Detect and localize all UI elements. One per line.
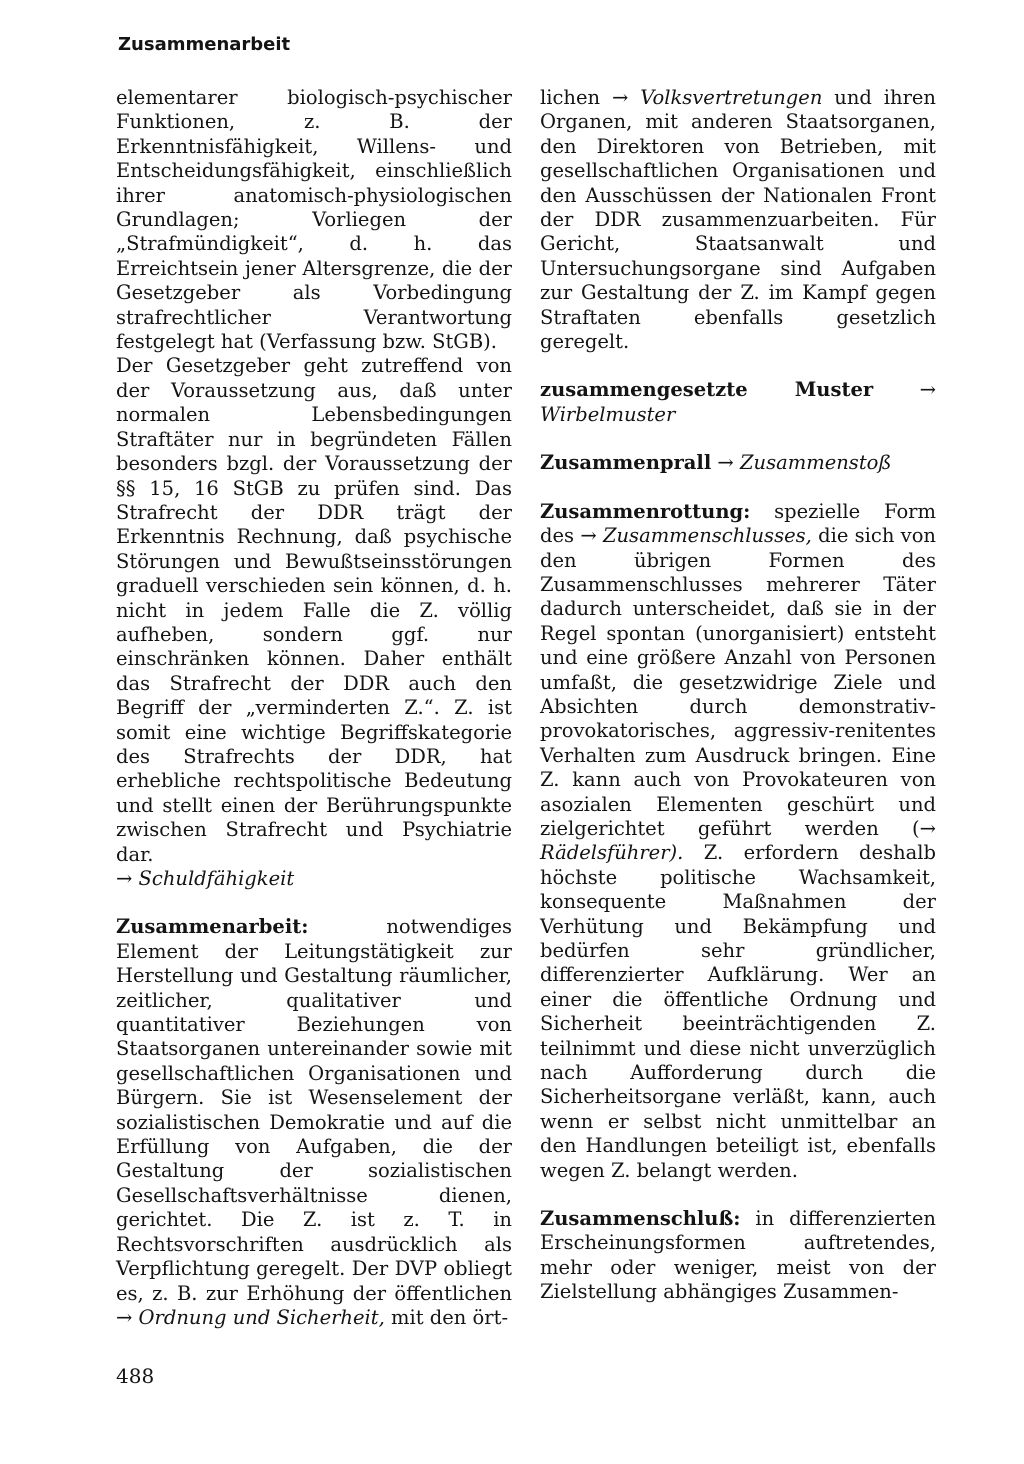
entry-text: notwendiges Element der Leitungstätigkeit zur Herstellung und Gestaltung räumlicher, zeitlicher, qualitativer und quantitativer Beziehungen von Staatsorganen untereinander sowie mit gesellschaftlichen Organisationen und Bürgern. Sie ist Wesenselement der sozialistischen Demokratie und auf die Erfüllung von Aufgaben, die der Gestaltung der sozialistischen Gesellschaftsverhältnisse dienen, gerichtet. Die Z. ist z. T. in Rechtsvorschriften ausdrücklich als Verpflichtung geregelt. Der DVP obliegt es, z. B. zur Erhöhung der öffentlichen →: [116, 915, 512, 1329]
entry-zusammenarbeit: [116, 915, 512, 1330]
entry-term: Zusammenschluß:: [540, 1207, 741, 1231]
cross-reference-arrow: →: [711, 451, 740, 475]
entry-term: Zusammenrottung:: [540, 499, 751, 523]
page-number: 488: [116, 1364, 155, 1388]
cross-reference-schuldfaehigkeit: Schuldfähigkeit: [138, 867, 295, 890]
entry-text: in differenzierten Erscheinungsformen auftretendes, mehr oder weniger, meist von der Zielstellung abhängiges Zusammen-: [540, 1207, 936, 1304]
paragraph-gesetzgeber-text: Der Gesetzgeber geht zutreffend von der Voraussetzung aus, daß unter normalen Lebensbedingungen Straftäter nur in begründeten Fällen besonders bzgl. der Voraussetzung der §§ 15, 16 StGB zu prüfen sind. Das Strafrecht der DDR trägt der Erkenntnis Rechnung, daß psychische Störungen und Bewußtseinsstörungen graduell verschieden sein können, d. h. nicht in jedem Falle die Z. völlig aufheben, sondern ggf. nur einschränken können. Daher enthält das Strafrecht der DDR auch den Begriff der „verminderten Z.“. Z. ist somit eine wichtige Begriffskategorie des Strafrechts der DDR, hat erhebliche rechtspolitische Bedeutung und stellt einen der Berührungspunkte zwischen Strafrecht und Psychiatrie dar.: [116, 354, 512, 866]
cross-reference-zusammenschluss: Zusammenschlusses,: [602, 524, 812, 548]
entry-zusammenprall: [540, 451, 936, 475]
entry-continuation: [540, 86, 936, 354]
running-head: Zusammenarbeit: [118, 34, 291, 55]
cross-reference-raedelsfuehrer: Rädelsführer).: [540, 841, 684, 865]
paragraph-strafmuendigkeit: elementarer biologisch-psychischer Funktionen, z. B. der Erkenntnisfähigkeit, Willens- und Entscheidungsfähigkeit, einschließlich ihrer anatomisch-physiologischen Grundlagen; Vorliegen der „Strafmündigkeit“, d. h. das Erreichtsein jener Altersgrenze, die der Gesetzgeber als Vorbedingung strafrechtlicher Verantwortung festgelegt hat (Verfassung bzw. StGB).: [116, 86, 512, 354]
entry-text: spezielle Form des →: [540, 499, 936, 548]
cross-reference-arrow: →: [116, 867, 133, 890]
entry-term: Zusammenprall: [540, 451, 712, 475]
entry-text: Z. erfordern deshalb höchste politische Wachsamkeit, konsequente Maßnahmen der Verhütung und Bekämpfung und bedürfen sehr gründlicher, differenzierter Aufklärung. Wer an einer die öffentliche Ordnung und Sicherheit beeinträchtigenden Z. teilnimmt und diese nicht unverzüglich nach Aufforderung durch die Sicherheitsorgane verläßt, kann, auch wenn er selbst nicht unmittelbar an den Handlungen beteiligt ist, ebenfalls wegen Z. belangt werden.: [540, 841, 936, 1182]
cross-reference-wirbelmuster: Wirbelmuster: [540, 402, 676, 426]
paragraph-gesetzgeber: [116, 354, 512, 891]
entry-term: zusammengesetzte Muster: [540, 378, 874, 402]
entry-zusammengesetzte-muster: [540, 378, 936, 427]
entry-text: die sich von den übrigen Formen des Zusammenschlusses mehrerer Täter dadurch unterscheidet, daß sie in der Regel spontan (unorganisiert) entsteht und eine größere Anzahl von Personen umfaßt, die gesetzwidrige Ziele und Absichten durch demonstrativ-provokatorisches, aggressiv-renitentes Verhalten zum Ausdruck bringen. Eine Z. kann auch von Provokateuren von asozialen Elementen geschürt und zielgerichtet geführt werden (→: [540, 524, 936, 840]
entry-zusammenrottung: [540, 500, 936, 1183]
right-column: [540, 86, 936, 1305]
entry-text: und ihren Organen, mit anderen Staatsorganen, den Direktoren von Betrieben, mit gesellschaftlichen Organisationen und den Ausschüssen der Nationalen Front der DDR zusammenzuarbeiten. Für Gericht, Staatsanwalt und Untersuchungsorgane sind Aufgaben zur Gestaltung der Z. im Kampf gegen Straftaten ebenfalls gesetzlich geregelt.: [540, 86, 936, 354]
entry-zusammenschluss: [540, 1207, 936, 1305]
entry-text: lichen →: [540, 86, 641, 109]
cross-reference-zusammenstoss: Zusammenstoß: [739, 451, 892, 475]
cross-reference-ordnung: Ordnung und Sicherheit,: [138, 1305, 385, 1329]
cross-reference-arrow: →: [873, 378, 936, 402]
left-column: [116, 86, 512, 1330]
entry-text: mit den ört-: [384, 1305, 509, 1329]
entry-term: Zusammenarbeit:: [116, 915, 309, 939]
cross-reference-volksvertretungen: Volksvertretungen: [640, 86, 823, 109]
